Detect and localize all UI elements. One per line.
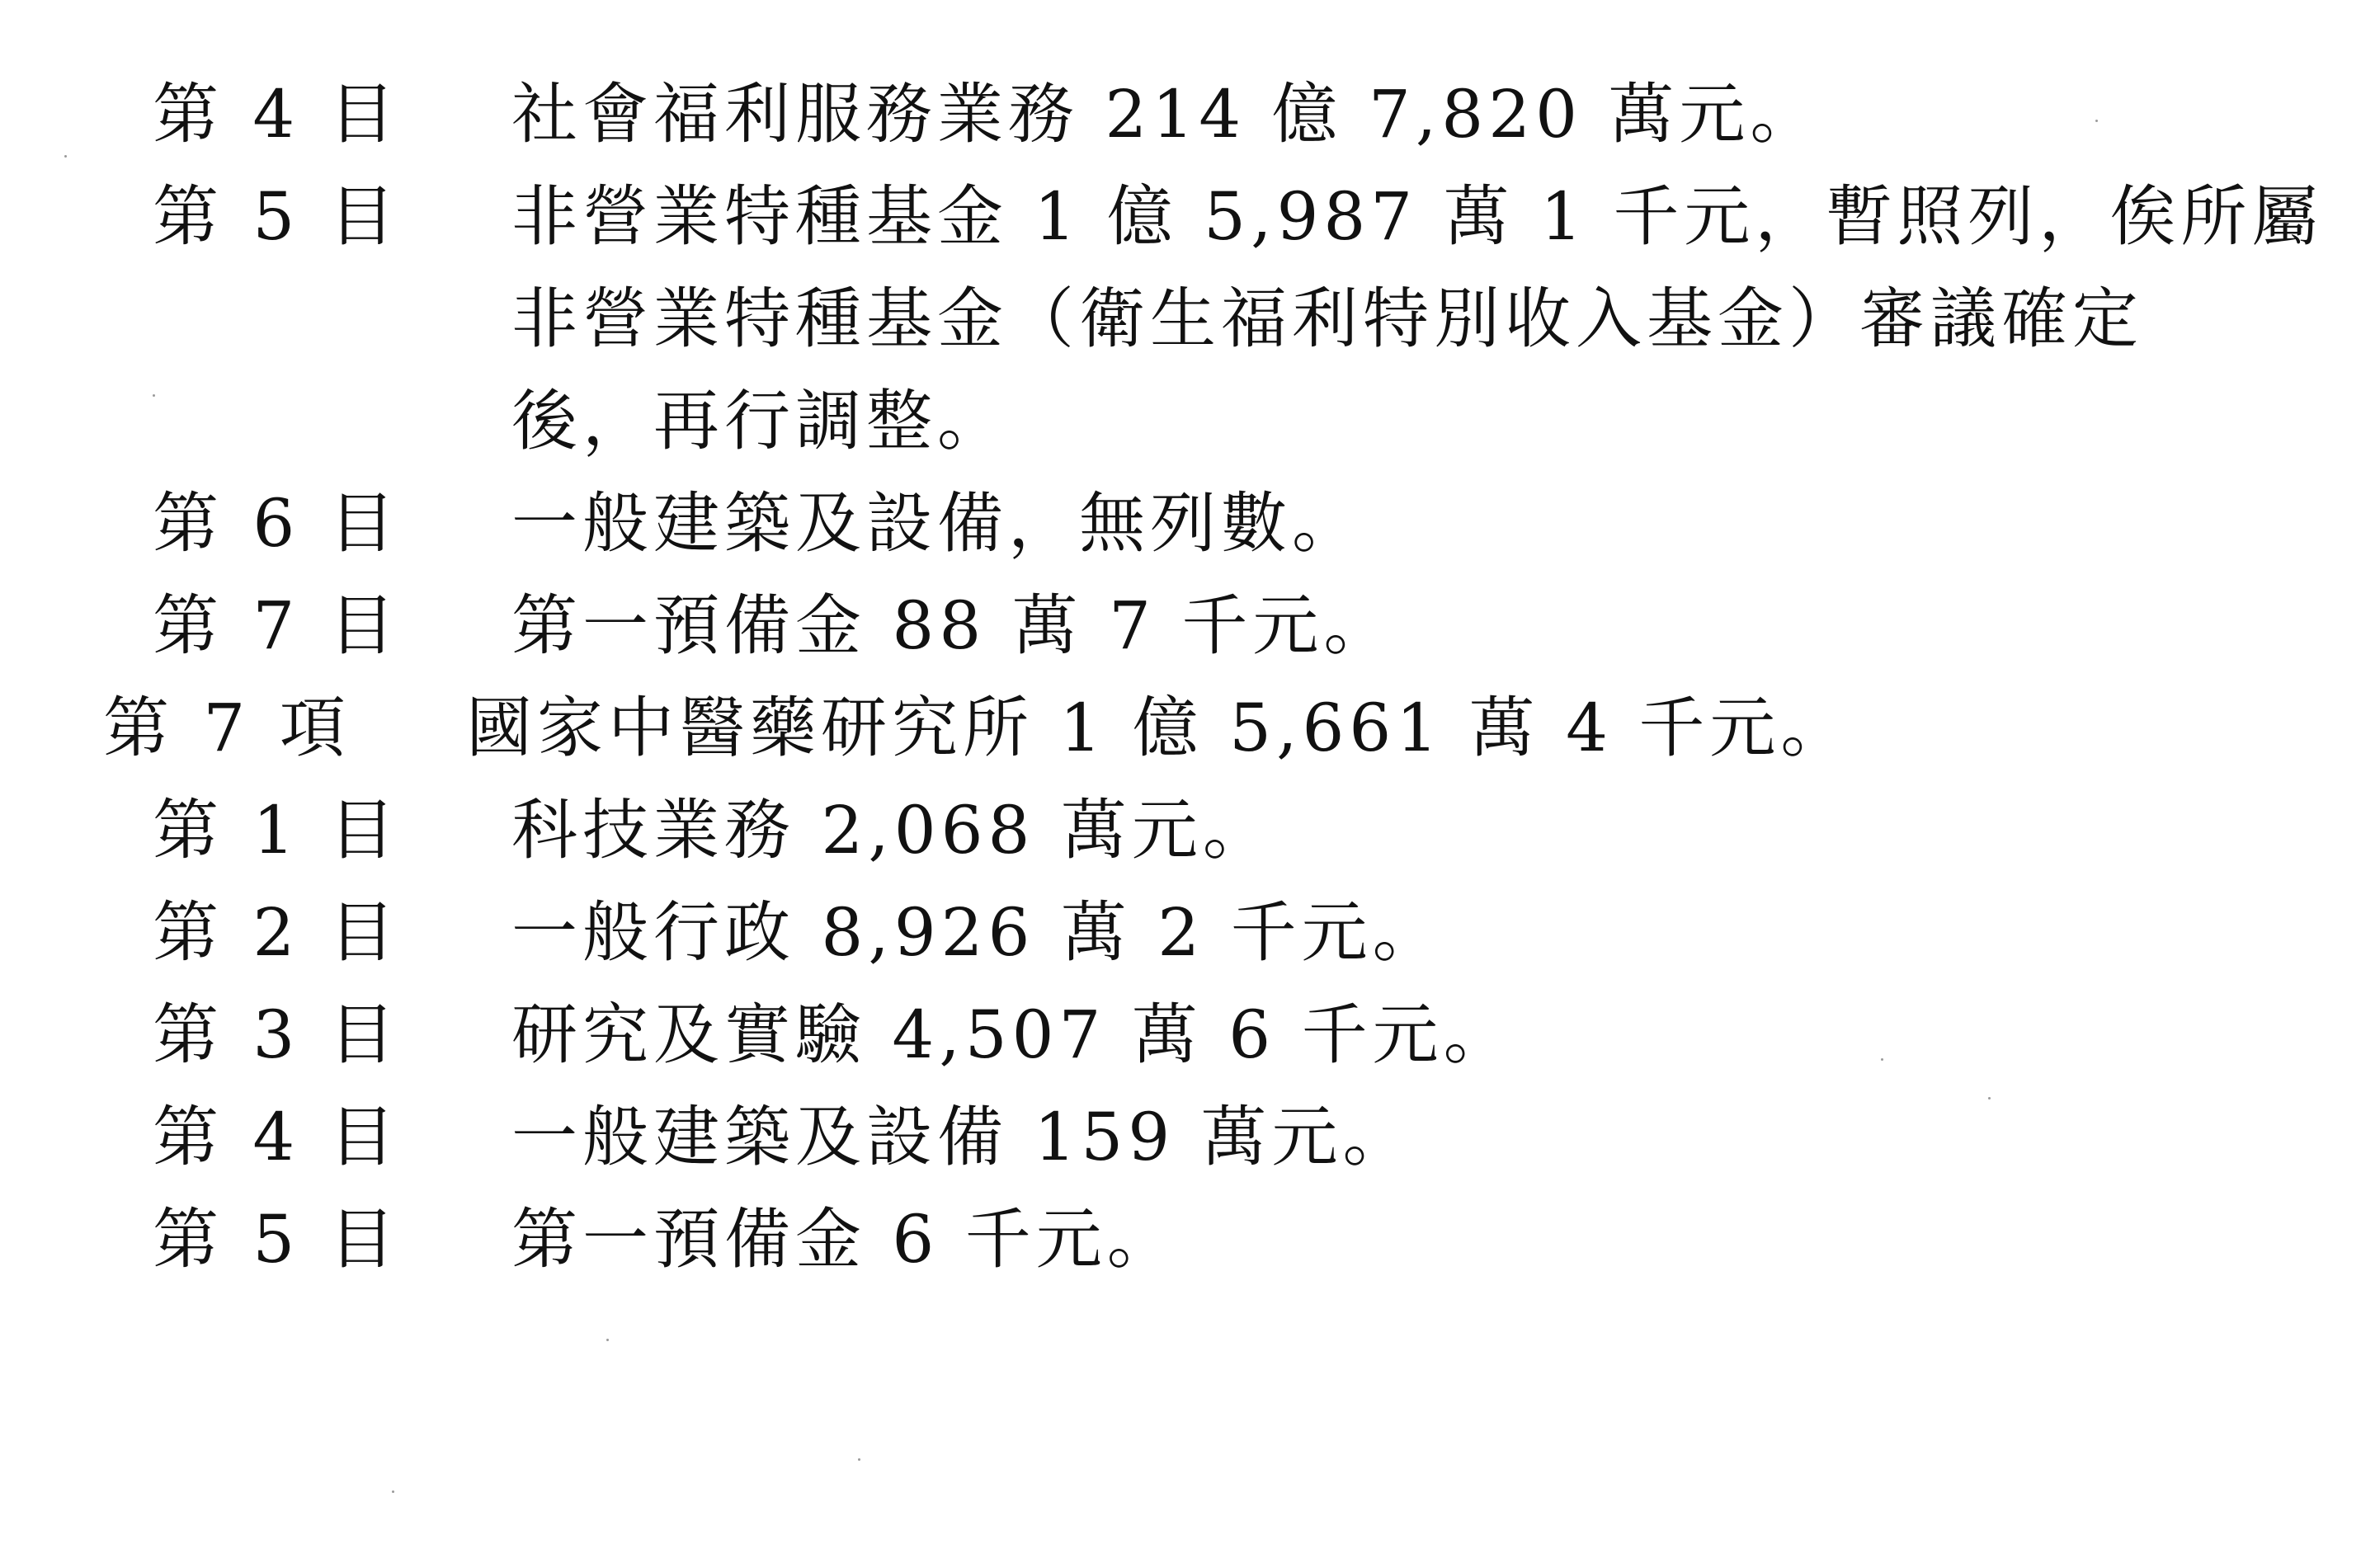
scan-speck (858, 1458, 860, 1461)
entry-text-line: 非營業特種基金（衛生福利特別收入基金）審議確定 (511, 280, 2143, 357)
entry-label: 第 4 目 (153, 76, 402, 153)
section-text (466, 677, 1851, 779)
entry-text (511, 1189, 1178, 1291)
entry-text (511, 64, 1821, 166)
entry-text (511, 1086, 1414, 1189)
entry-text (511, 984, 1515, 1086)
entry-label: 第 4 目 (153, 1099, 402, 1175)
entry-text (511, 575, 1394, 677)
entry-label: 第 1 目 (153, 792, 402, 869)
entry-text-line: 第一預備金 88 萬 7 千元。 (511, 587, 1395, 664)
entry-text-line: 科技業務 2,068 萬元。 (511, 792, 1274, 869)
entry-text-line: 一般建築及設備 159 萬元。 (511, 1099, 1414, 1175)
section-text-line: 國家中醫藥研究所 1 億 5,661 萬 4 千元。 (466, 690, 1852, 766)
entry-text (511, 882, 1444, 984)
entry-text-line: 一般建築及設備，無列數。 (511, 485, 1363, 562)
entry-text-line: 社會福利服務業務 214 億 7,820 萬元。 (511, 76, 1821, 153)
entry-label: 第 2 目 (153, 894, 402, 971)
scan-speck (392, 1490, 394, 1493)
entry-text (511, 473, 1363, 575)
entry-label: 第 6 目 (153, 485, 402, 562)
entry-text-line: 非營業特種基金 1 億 5,987 萬 1 千元，暫照列，俟所屬 (511, 178, 2323, 255)
entry-text-line: 一般行政 8,926 萬 2 千元。 (511, 894, 1444, 971)
entry-text-line: 後，再行調整。 (511, 383, 1008, 459)
section-label: 第 7 項 (103, 690, 352, 766)
scan-speck (606, 1339, 609, 1341)
entry-text-line: 第一預備金 6 千元。 (511, 1201, 1178, 1278)
entry-text (511, 779, 1274, 882)
entry-label: 第 3 目 (153, 996, 402, 1073)
scan-speck (153, 394, 155, 397)
entry-label: 第 5 目 (153, 1201, 402, 1278)
entry-text (511, 166, 2322, 473)
scan-speck (1881, 1058, 1883, 1061)
scan-speck (64, 155, 67, 158)
scan-speck (2095, 120, 2098, 122)
entry-text-line: 研究及實驗 4,507 萬 6 千元。 (511, 996, 1515, 1073)
entry-label: 第 7 目 (153, 587, 402, 664)
entry-label: 第 5 目 (153, 178, 402, 255)
scan-speck (1988, 1097, 1991, 1099)
